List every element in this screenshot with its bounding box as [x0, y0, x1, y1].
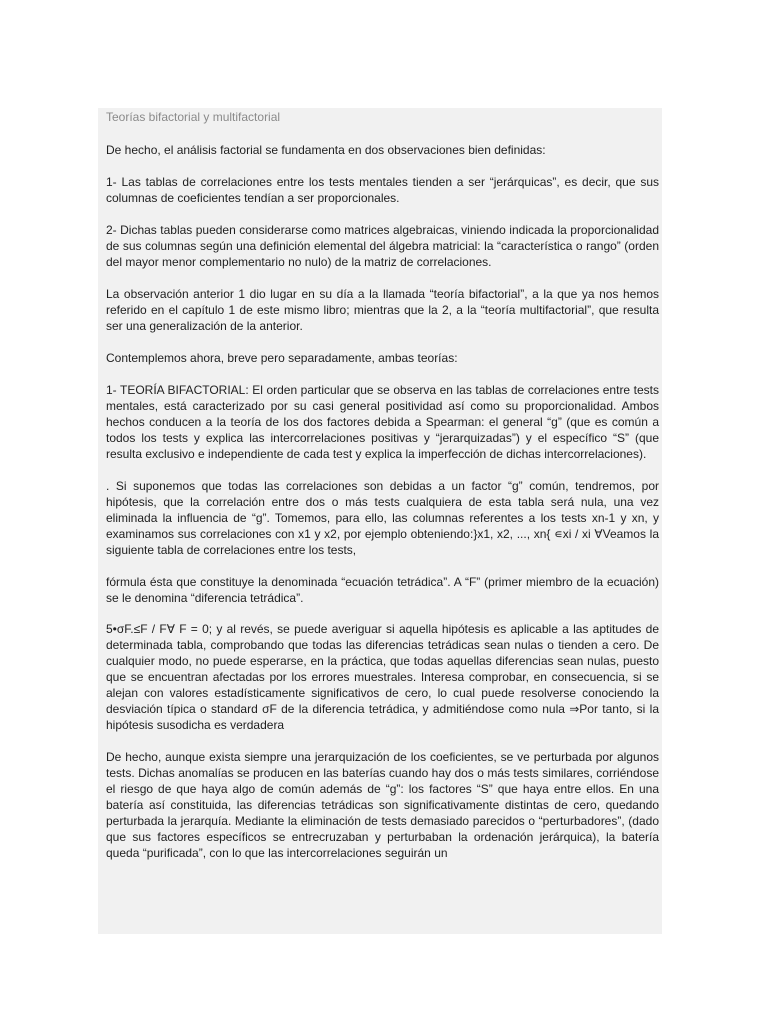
paragraph-tetrad-difference: 5•σF.≤F / F∀ F = 0; y al revés, se puede averiguar si aquella hipótesis es aplicable a las aptitudes de determinada tabla, comprobando que todas las diferencias tetrádicas sean nulas o tienden a cero. De cualquier modo, no puede esperarse, en la práctica, que todas aquellas diferencias sean nulas, puesto que se encuentran afectadas por los errores muestrales. Interesa comprobar, en consecuencia, si se alejan con valores estadísticamente significativos de cero, lo cual puede resolverse conociendo la desviación típica o standard σF de la diferencia tetrádica, y admitiéndose como nula ⇒Por tanto, si la hipótesis susodicha es verdadera	[106, 622, 659, 732]
paragraph-hierarchy: De hecho, aunque exista siempre una jerarquización de los coeficientes, se ve perturbada por algunos tests. Dichas anomalías se producen en las baterías cuando hay dos o más tests similares, corriéndose el riesgo de que haya algo de común además de “g”: los factores “S” que haya entre ellos. En una batería así constituida, las diferencias tetrádicas son significativamente distintas de cero, quedando perturbada la jerarquía. Mediante la eliminación de tests demasiado parecidos o “perturbadores”, (dado que sus factores específicos se entrecruzaban y perturbaban la ordenación jerárquica), la batería queda “purificada”, con lo que las intercorrelaciones seguirán un	[106, 750, 659, 860]
paragraph-observation-2: 2- Dichas tablas pueden considerarse como matrices algebraicas, viniendo indicada la proporcionalidad de sus columnas según una definición elemental del álgebra matricial: la “característica o rango” (orden del mayor menor complementario no nulo) de la matriz de correlaciones.	[106, 223, 659, 269]
document-title: Teorías bifactorial y multifactorial	[106, 110, 281, 124]
paragraph-bifactorial-theory: 1- TEORÍA BIFACTORIAL: El orden particular que se observa en las tablas de correlaciones entre tests mentales, está caracterizado por su casi general positividad así como su proporcionalidad. Ambos hechos conducen a la teoría de los dos factores debida a Spearman: el general “g” (que es común a todos los tests y explica las intercorrelaciones positivas y “jerarquizadas”) y el específico “S” (que resulta exclusivo e independiente de cada test y explica la imperfección de dichas intercorrelaciones).	[106, 383, 659, 461]
paragraph-factor-g: . Si suponemos que todas las correlaciones son debidas a un factor “g” común, tendremos, por hipótesis, que la correlación entre dos o más tests cualquiera de esta tabla será nula, una vez eliminada la influencia de “g”. Tomemos, para ello, las columnas referentes a los tests xn-1 y xn, y examinamos sus correlaciones con x1 y x2, por ejemplo obteniendo:}x1, x2, ..., xn{ ∊xi / xi ∀Veamos la siguiente tabla de correlaciones entre los tests,	[106, 479, 659, 557]
paragraph-observation-1: 1- Las tablas de correlaciones entre los tests mentales tienden a ser “jerárquicas”, es decir, que sus columnas de coeficientes tendían a ser proporcionales.	[106, 175, 659, 205]
paragraph-theories-origin: La observación anterior 1 dio lugar en su día a la llamada “teoría bifactorial”, a la que ya nos hemos referido en el capítulo 1 de este mismo libro; mientras que la 2, a la “teoría multifactorial”, que resulta ser una generalización de la anterior.	[106, 287, 659, 333]
paragraph-intro: De hecho, el análisis factorial se fundamenta en dos observaciones bien definidas:	[106, 143, 546, 157]
document-page	[98, 108, 662, 934]
paragraph-tetrad-equation: fórmula ésta que constituye la denominada “ecuación tetrádica”. A “F” (primer miembro de la ecuación) se le denomina “diferencia tetrádica”.	[106, 575, 659, 605]
paragraph-contemplate: Contemplemos ahora, breve pero separadamente, ambas teorías:	[106, 351, 458, 365]
document-body	[106, 108, 659, 861]
